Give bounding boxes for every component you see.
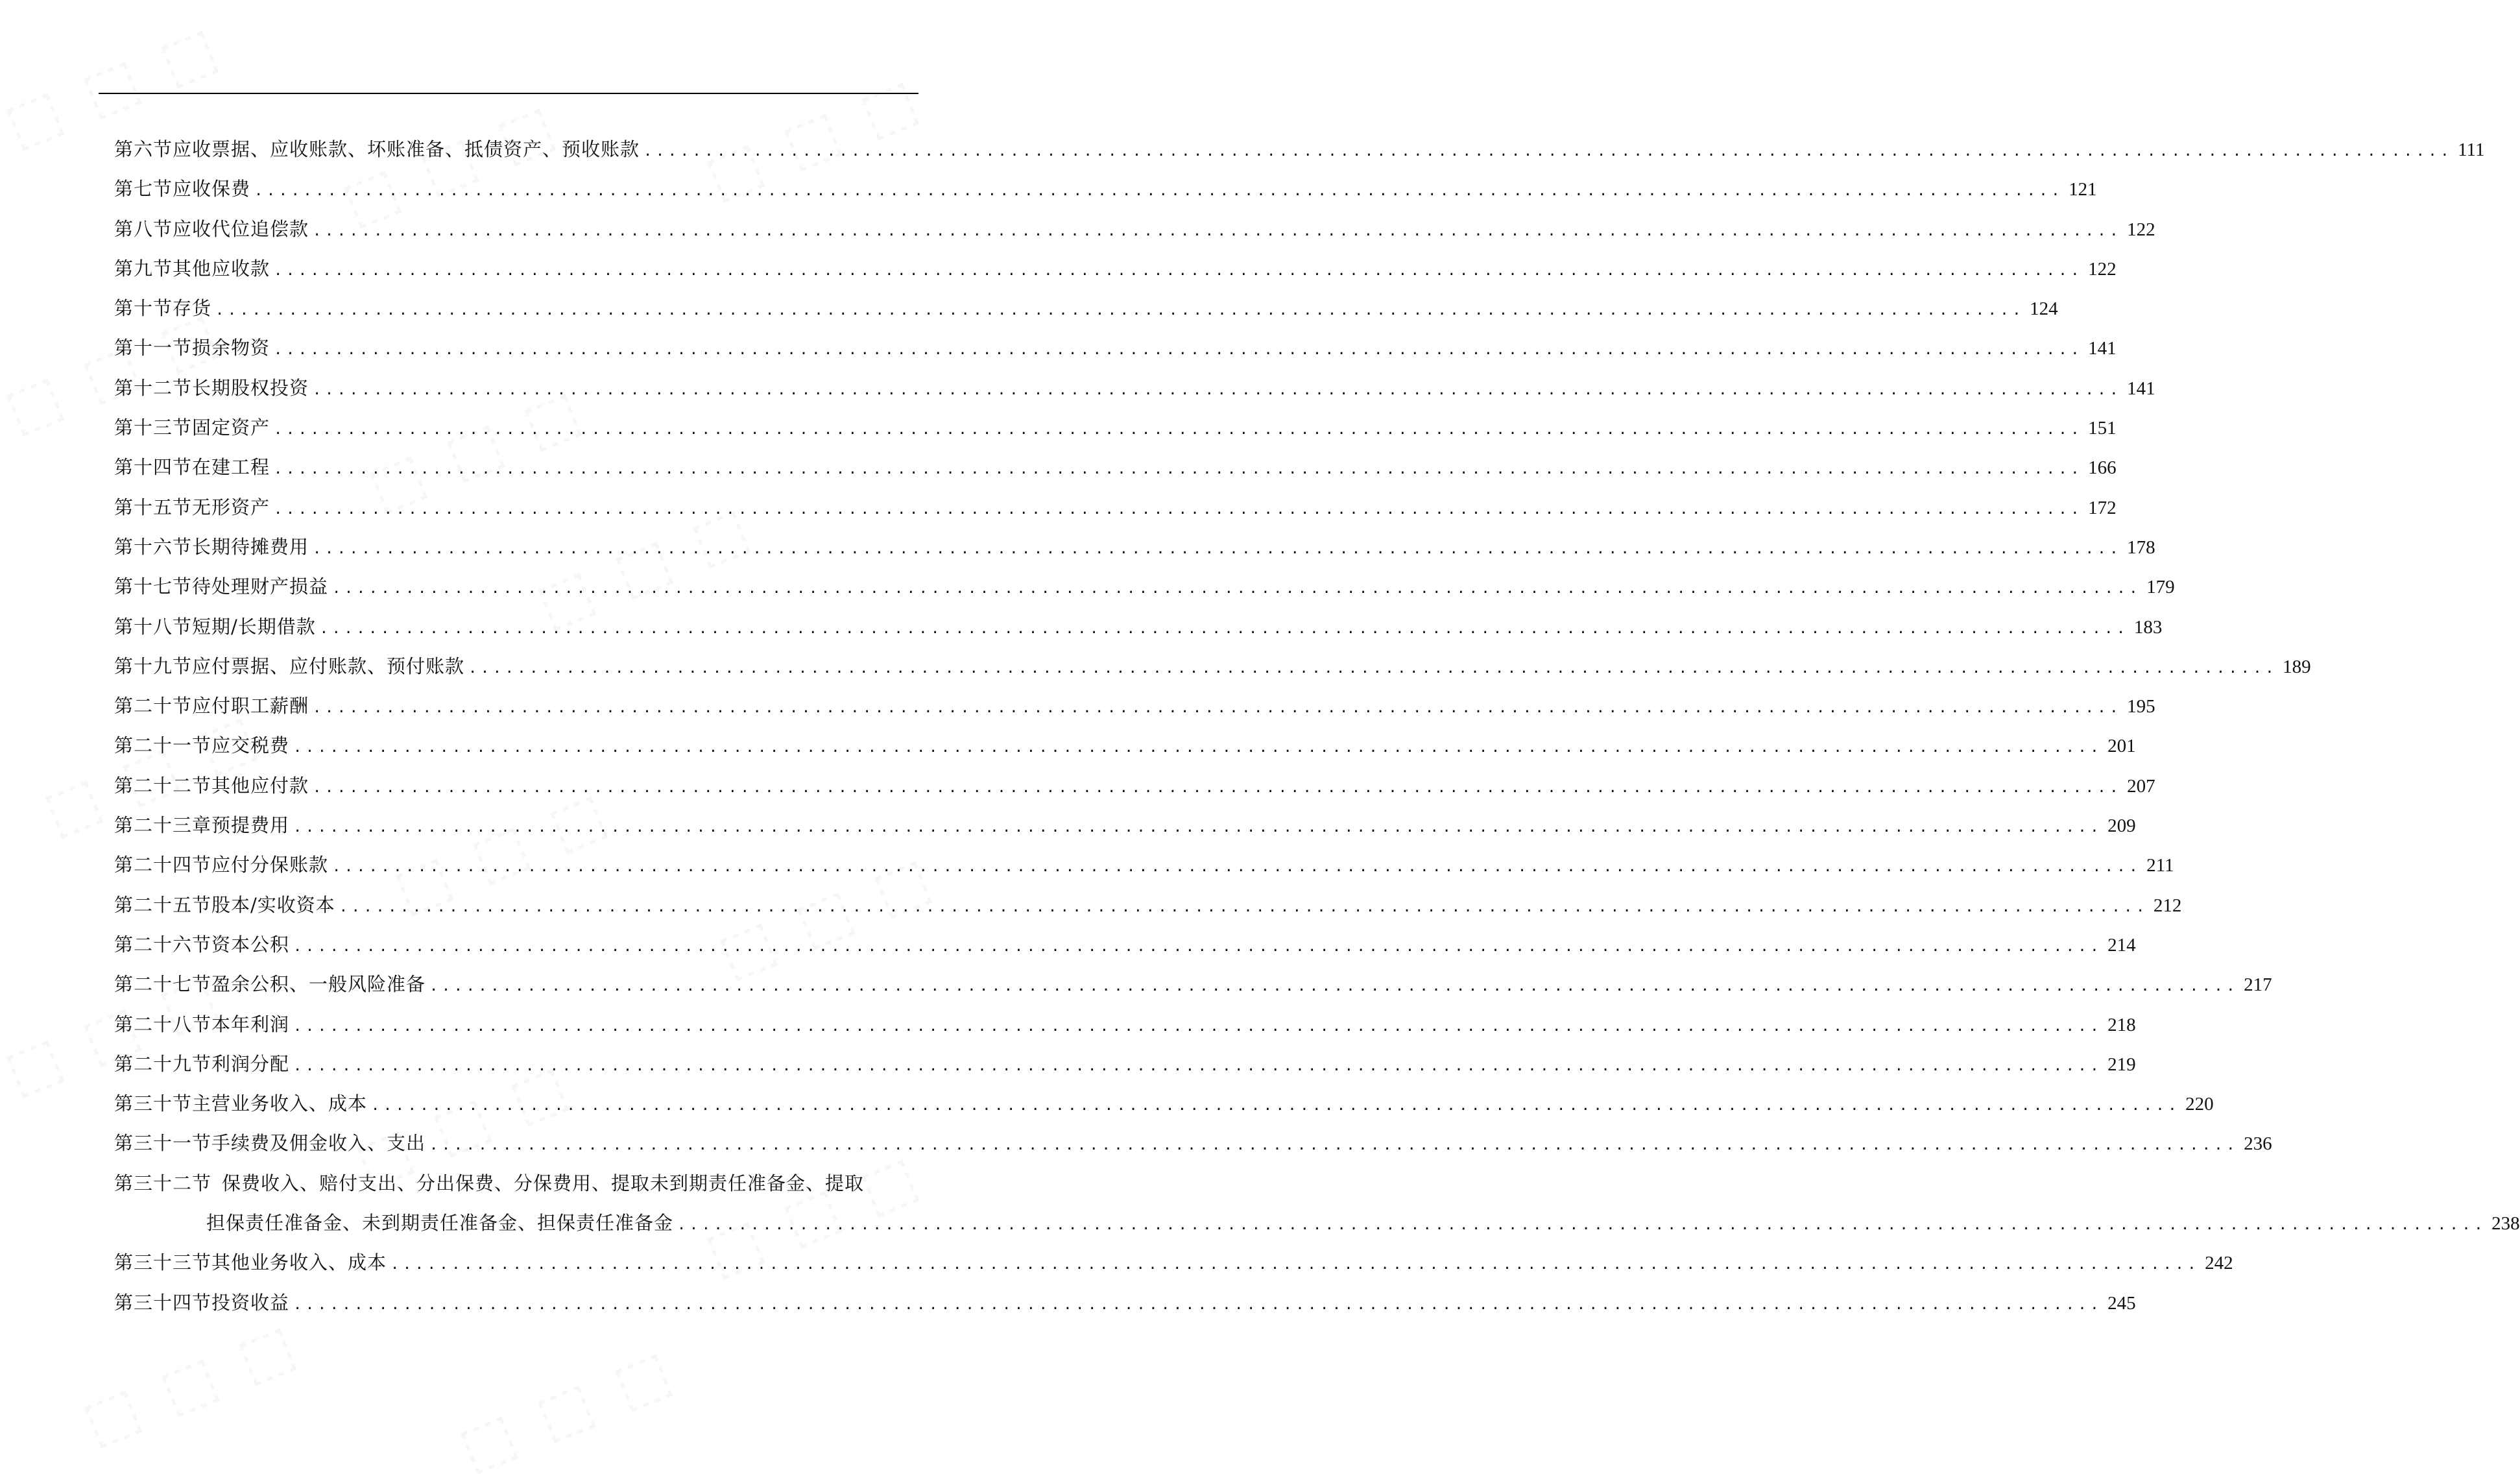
toc-title-continuation: 担保责任准备金、未到期责任准备金、担保责任准备金	[206, 1212, 674, 1235]
toc-title: 在建工程	[192, 456, 270, 479]
toc-chapter: 第三十节	[114, 1092, 193, 1115]
toc-leader-dots: ....................................................................................................................................................	[293, 740, 2103, 756]
toc-entry[interactable]	[114, 766, 2155, 806]
toc-leader-dots: ....................................................................................................................................................	[293, 1018, 2103, 1035]
toc-title: 主营业务收入、成本	[192, 1092, 368, 1115]
toc-title: 存货	[173, 297, 212, 320]
header-rule	[99, 93, 918, 94]
toc-chapter: 第二十七节	[114, 973, 212, 996]
toc-leader-dots: ....................................................................................................................................................	[313, 381, 2122, 398]
toc-leader-dots: ....................................................................................................................................................	[293, 938, 2103, 955]
toc-entry[interactable]	[114, 925, 2136, 965]
toc-entry[interactable]	[114, 130, 2485, 169]
toc-entry[interactable]	[114, 368, 2155, 408]
toc-entry[interactable]	[114, 1005, 2136, 1044]
toc-title: 无形资产	[192, 496, 270, 518]
toc-title: 其他业务收入、成本	[211, 1251, 387, 1274]
toc-chapter: 第二十四节	[114, 854, 212, 876]
toc-entry[interactable]	[114, 845, 2174, 885]
toc-entry[interactable]	[114, 647, 2311, 686]
toc-leader-dots: ....................................................................................................................................................	[332, 581, 2142, 597]
toc-title: 待处理财产损益	[192, 575, 329, 598]
toc-leader-dots: ....................................................................................................................................................	[293, 1057, 2103, 1074]
toc-title: 保费收入、赔付支出、分出保费、分保费用、提取未到期责任准备金、提取	[222, 1172, 865, 1194]
toc-entry[interactable]	[114, 567, 2175, 607]
toc-title: 应交税费	[211, 734, 290, 757]
toc-leader-dots: ....................................................................................................................................................	[643, 143, 2453, 160]
toc-chapter: 第三十三节	[114, 1251, 212, 1274]
toc-page-number: 242	[2205, 1253, 2233, 1274]
toc-entry[interactable]	[114, 806, 2136, 845]
toc-entry[interactable]	[114, 210, 2155, 249]
toc-chapter: 第十四节	[114, 456, 193, 479]
toc-entry[interactable]	[114, 408, 2117, 448]
toc-leader-dots: ....................................................................................................................................................	[429, 978, 2239, 995]
toc-chapter: 第十六节	[114, 535, 193, 558]
toc-page-number: 218	[2107, 1014, 2136, 1035]
toc-page-number: 141	[2127, 378, 2155, 399]
toc-page-number: 111	[2458, 139, 2485, 160]
toc-title: 应付票据、应付账款、预付账款	[192, 655, 465, 677]
toc-page-number: 212	[2153, 895, 2182, 916]
toc-leader-dots: ....................................................................................................................................................	[677, 1217, 2487, 1234]
toc-chapter: 第六节	[114, 138, 173, 160]
toc-page-number: 124	[2030, 298, 2058, 320]
toc-page-number: 214	[2107, 934, 2136, 956]
toc-title: 短期/长期借款	[192, 615, 316, 638]
toc-page-number: 238	[2491, 1213, 2520, 1235]
toc-title: 应收代位追偿款	[173, 217, 309, 240]
toc-leader-dots: ....................................................................................................................................................	[274, 262, 2083, 279]
toc-page-number: 209	[2107, 815, 2136, 837]
toc-page-number: 178	[2127, 537, 2155, 558]
toc-title: 损余物资	[192, 337, 270, 359]
toc-page-number: 195	[2127, 696, 2155, 717]
toc-page-number: 172	[2088, 497, 2117, 518]
toc-leader-dots: ....................................................................................................................................................	[313, 223, 2122, 239]
toc-page-number: 189	[2283, 656, 2311, 677]
toc-leader-dots: ....................................................................................................................................................	[254, 183, 2064, 200]
toc-entry[interactable]	[114, 249, 2117, 289]
toc-chapter: 第二十六节	[114, 933, 212, 956]
toc-chapter: 第八节	[114, 217, 173, 240]
toc-leader-dots: ....................................................................................................................................................	[319, 620, 2129, 637]
toc-title: 盈余公积、一般风险准备	[211, 973, 426, 996]
toc-leader-dots: ....................................................................................................................................................	[313, 779, 2122, 796]
toc-entry[interactable]	[114, 169, 2097, 209]
toc-chapter: 第十节	[114, 297, 173, 320]
toc-entry[interactable]	[114, 686, 2155, 726]
toc-entry[interactable]	[114, 1124, 2272, 1163]
toc-leader-dots: ....................................................................................................................................................	[313, 700, 2122, 717]
toc-page-number: 121	[2069, 179, 2097, 200]
toc-leader-dots: ....................................................................................................................................................	[274, 422, 2083, 439]
toc-entry[interactable]	[114, 1084, 2214, 1124]
toc-entry[interactable]	[114, 527, 2155, 567]
toc-page-number: 166	[2088, 457, 2117, 479]
toc-chapter: 第十二节	[114, 376, 193, 399]
toc-title: 利润分配	[211, 1052, 290, 1075]
watermark-mark	[450, 1336, 684, 1483]
toc-leader-dots: ....................................................................................................................................................	[274, 461, 2083, 478]
toc-chapter: 第三十二节	[114, 1172, 212, 1194]
toc-title: 投资收益	[211, 1291, 290, 1314]
toc-page-number: 141	[2088, 338, 2117, 359]
toc-title: 应收保费	[173, 178, 251, 200]
toc-chapter: 第二十节	[114, 695, 193, 717]
toc-title: 长期股权投资	[192, 376, 309, 399]
toc-entry[interactable]	[114, 1164, 2520, 1244]
toc-entry[interactable]	[114, 607, 2163, 647]
toc-page-number: 219	[2107, 1054, 2136, 1075]
table-of-contents	[114, 130, 2520, 1323]
toc-chapter: 第二十八节	[114, 1013, 212, 1035]
toc-chapter: 第十三节	[114, 416, 193, 439]
toc-entry[interactable]	[114, 289, 2058, 328]
toc-title: 固定资产	[192, 416, 270, 439]
toc-page-number: 217	[2244, 974, 2272, 996]
toc-leader-dots: ....................................................................................................................................................	[215, 302, 2025, 319]
toc-leader-dots: ....................................................................................................................................................	[293, 1296, 2103, 1313]
toc-leader-dots: ....................................................................................................................................................	[274, 501, 2083, 518]
toc-title: 本年利润	[211, 1013, 290, 1035]
toc-entry[interactable]	[114, 965, 2272, 1004]
toc-title: 其他应收款	[173, 257, 270, 280]
toc-chapter: 第九节	[114, 257, 173, 280]
toc-entry[interactable]	[114, 448, 2117, 487]
toc-page-number: 122	[2088, 258, 2117, 280]
toc-leader-dots: ....................................................................................................................................................	[313, 540, 2122, 557]
toc-title: 应收票据、应收账款、坏账准备、抵债资产、预收账款	[173, 138, 640, 160]
toc-leader-dots: ....................................................................................................................................................	[339, 898, 2148, 915]
toc-chapter: 第七节	[114, 178, 173, 200]
toc-page-number: 201	[2107, 736, 2136, 757]
toc-leader-dots: ....................................................................................................................................................	[468, 660, 2278, 677]
toc-chapter: 第十七节	[114, 575, 193, 598]
watermark-mark	[73, 1310, 308, 1458]
toc-leader-dots: ....................................................................................................................................................	[371, 1098, 2181, 1115]
toc-chapter: 第十一节	[114, 337, 193, 359]
toc-chapter: 第十九节	[114, 655, 193, 677]
toc-page-number: 220	[2185, 1094, 2214, 1115]
toc-title: 应付职工薪酬	[192, 695, 309, 717]
toc-leader-dots: ....................................................................................................................................................	[293, 819, 2103, 836]
toc-title: 预提费用	[211, 814, 290, 837]
toc-title: 其他应付款	[211, 774, 309, 797]
toc-leader-dots: ....................................................................................................................................................	[390, 1257, 2200, 1273]
toc-page-number: 236	[2244, 1133, 2272, 1155]
toc-leader-dots: ....................................................................................................................................................	[429, 1137, 2239, 1154]
toc-chapter: 第十八节	[114, 615, 193, 638]
toc-page-number: 122	[2127, 219, 2155, 240]
toc-page-number: 211	[2146, 855, 2174, 876]
toc-entry[interactable]	[114, 1283, 2136, 1323]
toc-entry[interactable]	[114, 1044, 2136, 1084]
toc-chapter: 第三十一节	[114, 1132, 212, 1155]
toc-title: 应付分保账款	[211, 854, 329, 876]
toc-chapter: 第二十三章	[114, 814, 212, 837]
toc-chapter: 第十五节	[114, 496, 193, 518]
toc-leader-dots: ....................................................................................................................................................	[332, 859, 2142, 876]
toc-leader-dots: ....................................................................................................................................................	[274, 342, 2083, 359]
toc-title: 资本公积	[211, 933, 290, 956]
toc-entry[interactable]	[114, 886, 2182, 925]
toc-entry[interactable]	[114, 488, 2117, 527]
toc-entry[interactable]	[114, 726, 2136, 766]
toc-entry[interactable]	[114, 1243, 2233, 1283]
toc-page-number: 245	[2107, 1292, 2136, 1314]
toc-page-number: 207	[2127, 775, 2155, 797]
toc-title: 长期待摊费用	[192, 535, 309, 558]
toc-page-number: 179	[2146, 577, 2175, 598]
toc-entry[interactable]	[114, 328, 2117, 368]
toc-chapter: 第二十二节	[114, 774, 212, 797]
toc-chapter: 第二十五节	[114, 893, 212, 916]
toc-chapter: 第二十一节	[114, 734, 212, 757]
toc-page-number: 183	[2133, 616, 2163, 638]
toc-title: 股本/实收资本	[211, 893, 335, 916]
toc-title: 手续费及佣金收入、支出	[211, 1132, 426, 1155]
toc-page-number: 151	[2088, 418, 2117, 439]
toc-chapter: 第二十九节	[114, 1052, 212, 1075]
toc-chapter: 第三十四节	[114, 1291, 212, 1314]
